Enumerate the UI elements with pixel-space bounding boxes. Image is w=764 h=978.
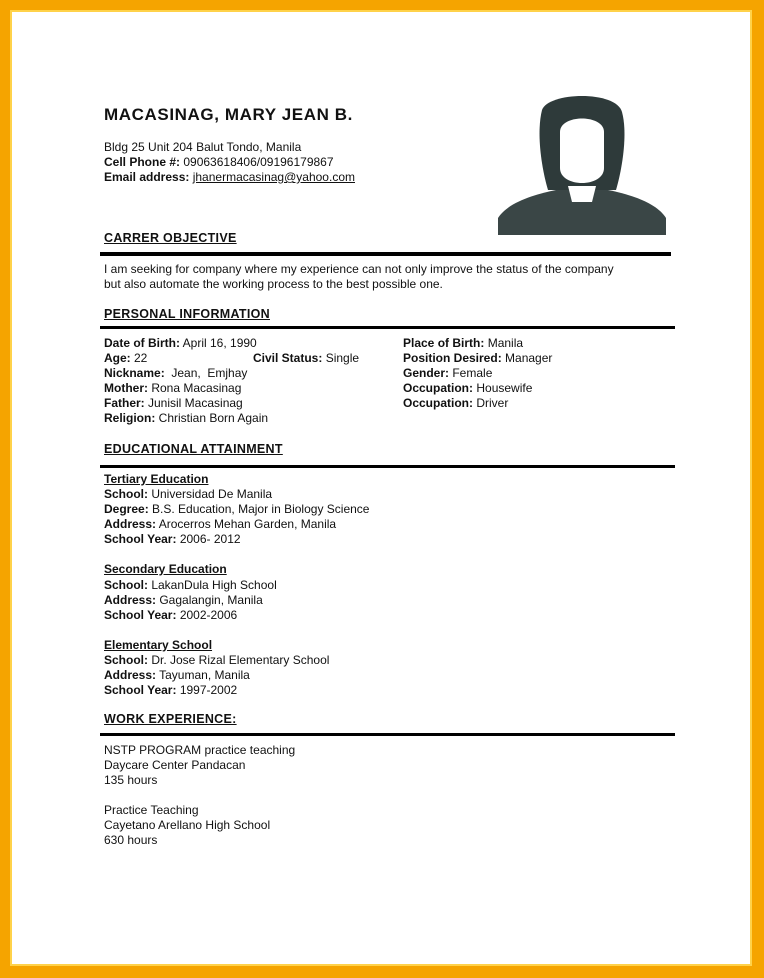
father-row [104, 396, 243, 411]
civil-status-label: Civil Status: [253, 351, 323, 365]
mother-row [104, 381, 241, 396]
religion-label: Religion: [104, 411, 156, 425]
age-row [104, 351, 147, 366]
cell-phone-label: Cell Phone #: [104, 155, 181, 169]
school-year-label: School Year: [104, 608, 177, 622]
school-label: School: [104, 578, 148, 592]
cell-phone-line [104, 155, 334, 170]
job-2-line-3: 630 hours [104, 833, 158, 847]
school-year-value: 2006- 2012 [176, 532, 241, 546]
age-value: 22 [130, 351, 148, 365]
dob-label: Date of Birth: [104, 336, 180, 350]
father-label: Father: [104, 396, 145, 410]
address-label: Address: [104, 517, 157, 531]
objective-line-1: I am seeking for company where my experience can not only improve the status of the company [104, 262, 614, 276]
school-label: School: [104, 487, 148, 501]
email-link[interactable]: jhanermacasinag@yahoo.com [192, 170, 355, 184]
secondary-year-row [104, 608, 237, 623]
occupation-label: Occupation: [403, 381, 474, 395]
pob-label: Place of Birth: [403, 336, 485, 350]
secondary-school-row [104, 578, 277, 593]
address-value: Gagalangin, Manila [156, 593, 263, 607]
school-value: LakanDula High School [148, 578, 277, 592]
address-label: Address: [104, 593, 157, 607]
secondary-address-row [104, 593, 263, 608]
tertiary-title: Tertiary Education [104, 472, 209, 486]
school-year-label: School Year: [104, 532, 177, 546]
occupation-value: Driver [473, 396, 509, 410]
personal-info-title: PERSONAL INFORMATION [104, 307, 270, 321]
personal-info-divider [100, 326, 675, 329]
gender-label: Gender: [403, 366, 450, 380]
school-value: Dr. Jose Rizal Elementary School [148, 653, 330, 667]
objective-line-2: but also automate the working process to the best possible one. [104, 277, 443, 291]
position-row [403, 351, 552, 366]
elementary-year-row [104, 683, 237, 698]
applicant-name: MACASINAG, MARY JEAN B. [104, 105, 353, 124]
job-1-line-2: Daycare Center Pandacan [104, 758, 246, 772]
address-label: Address: [104, 668, 157, 682]
school-year-value: 2002-2006 [176, 608, 238, 622]
education-title: EDUCATIONAL ATTAINMENT [104, 442, 283, 456]
email-label: Email address: [104, 170, 190, 184]
tertiary-school-row [104, 487, 272, 502]
dob-row [104, 336, 257, 351]
pob-value: Manila [484, 336, 524, 350]
age-label: Age: [104, 351, 131, 365]
gender-value: Female [449, 366, 493, 380]
religion-value: Christian Born Again [155, 411, 269, 425]
gender-row [403, 366, 492, 381]
secondary-title: Secondary Education [104, 562, 227, 576]
degree-label: Degree: [104, 502, 149, 516]
profile-photo [498, 90, 666, 235]
address-value: Arocerros Mehan Garden, Manila [156, 517, 337, 531]
elementary-address-row [104, 668, 250, 683]
tertiary-address-row [104, 517, 336, 532]
degree-value: B.S. Education, Major in Biology Science [148, 502, 370, 516]
civil-status-row [253, 351, 359, 366]
tertiary-year-row [104, 532, 241, 547]
school-value: Universidad De Manila [148, 487, 273, 501]
position-label: Position Desired: [403, 351, 502, 365]
dob-value: April 16, 1990 [180, 336, 257, 350]
pob-row [403, 336, 523, 351]
objective-divider [100, 252, 671, 256]
occupation-father-row [403, 396, 508, 411]
occupation-label: Occupation: [403, 396, 474, 410]
nickname-value: Jean, Emjhay [164, 366, 248, 380]
education-divider [100, 465, 675, 468]
nickname-row [104, 366, 247, 381]
mother-label: Mother: [104, 381, 148, 395]
work-experience-title: WORK EXPERIENCE: [104, 712, 237, 726]
job-2-line-2: Cayetano Arellano High School [104, 818, 271, 832]
address-value: Tayuman, Manila [156, 668, 250, 682]
mother-value: Rona Macasinag [148, 381, 242, 395]
occupation-value: Housewife [473, 381, 533, 395]
tertiary-degree-row [104, 502, 369, 517]
nickname-label: Nickname: [104, 366, 165, 380]
job-2-line-1: Practice Teaching [104, 803, 199, 817]
elementary-school-row [104, 653, 329, 668]
school-label: School: [104, 653, 148, 667]
job-1-line-1: NSTP PROGRAM practice teaching [104, 743, 296, 757]
school-year-value: 1997-2002 [176, 683, 238, 697]
cell-phone-value: 09063618406/09196179867 [180, 155, 334, 169]
work-experience-divider [100, 733, 675, 736]
objective-title: CARRER OBJECTIVE [104, 231, 237, 245]
occupation-mother-row [403, 381, 532, 396]
elementary-title: Elementary School [104, 638, 213, 652]
job-1-line-3: 135 hours [104, 773, 158, 787]
civil-status-value: Single [322, 351, 360, 365]
father-value: Junisil Macasinag [144, 396, 243, 410]
school-year-label: School Year: [104, 683, 177, 697]
address-line: Bldg 25 Unit 204 Balut Tondo, Manila [104, 140, 302, 154]
position-value: Manager [501, 351, 553, 365]
religion-row [104, 411, 268, 426]
email-line [104, 170, 355, 185]
